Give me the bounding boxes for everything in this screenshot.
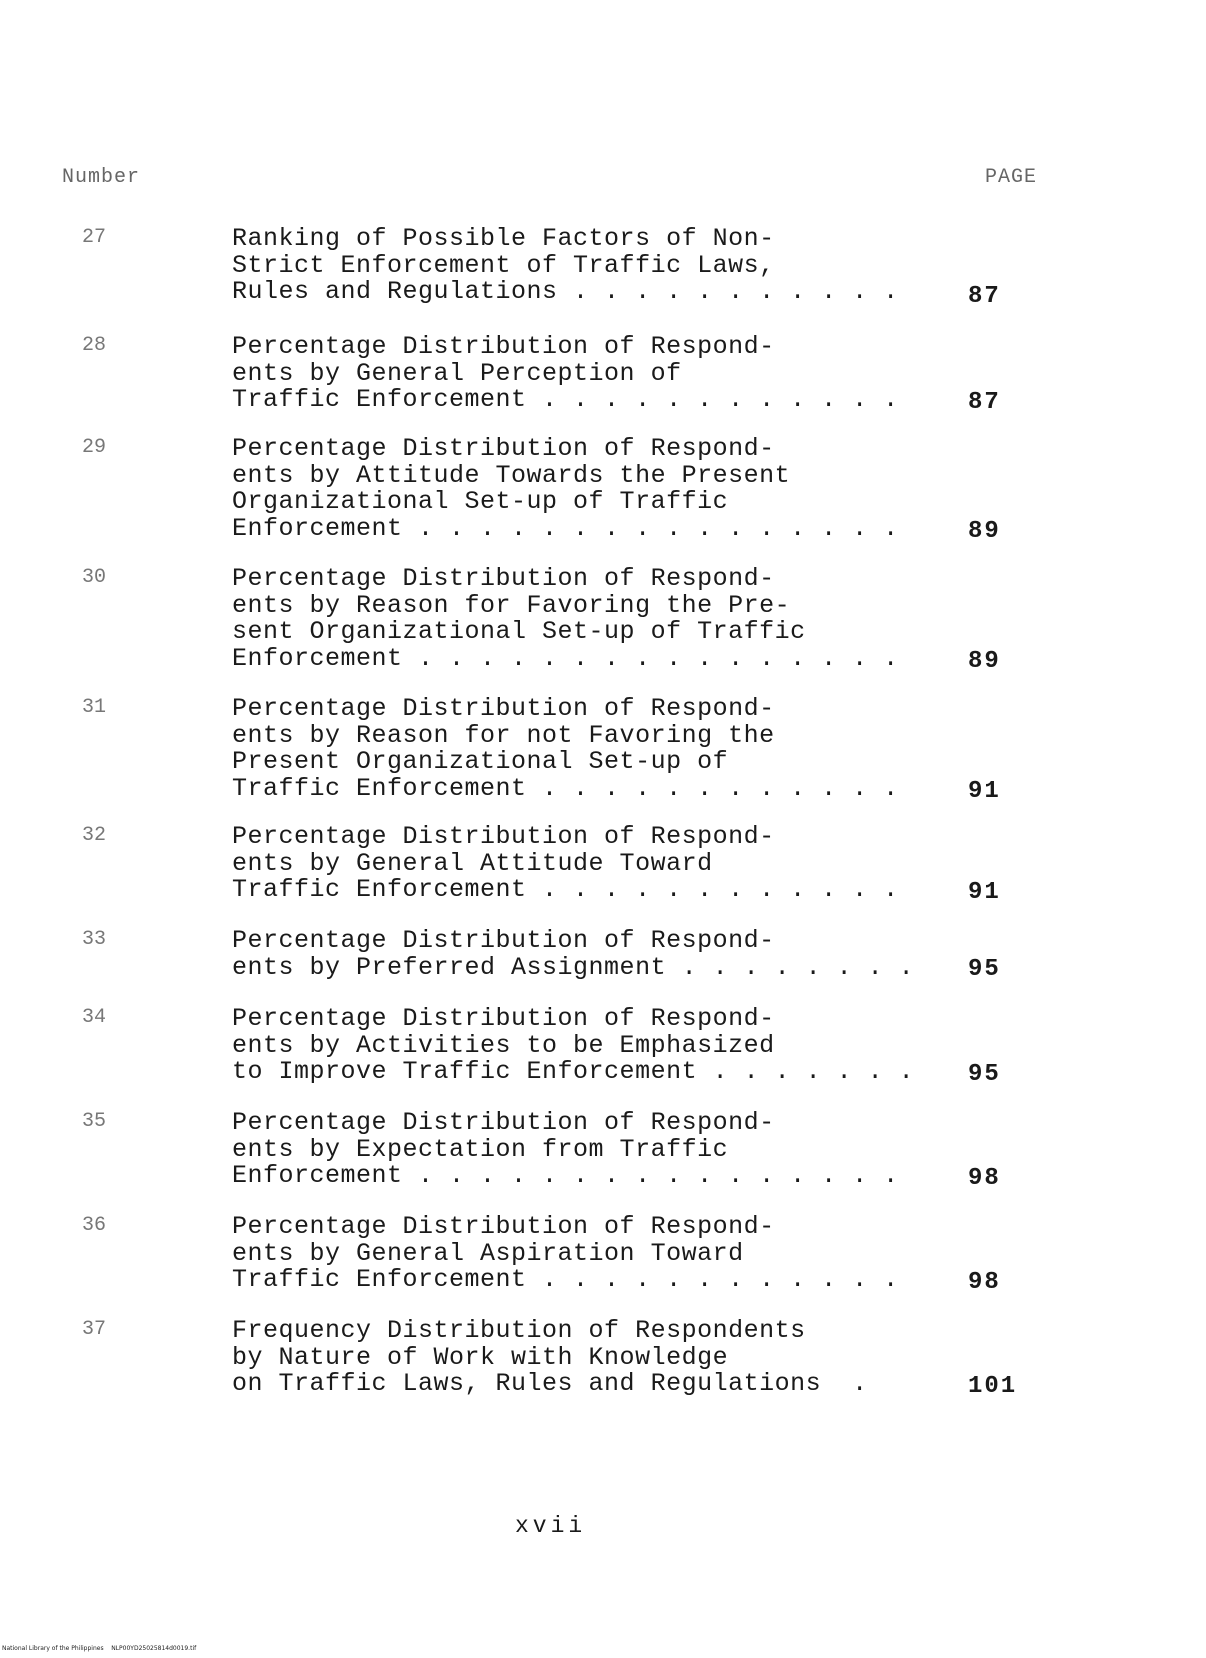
entry-title-line: Present Organizational Set-up of (232, 747, 729, 776)
entry-number: 36 (82, 1214, 107, 1237)
entry-number: 35 (82, 1110, 107, 1133)
entry-title-line: ents by General Perception of (232, 358, 682, 388)
entry-title (232, 226, 952, 306)
entry-number: 31 (82, 696, 107, 719)
entry-number: 34 (82, 1006, 107, 1029)
entry-title-line: Frequency Distribution of Respondents (232, 1316, 806, 1345)
entry-title (232, 334, 952, 414)
entry-title (232, 1214, 952, 1294)
entry-title (232, 566, 952, 672)
entry-title-line: ents by Attitude Towards the Present (232, 460, 791, 490)
entry-title-line: ents by Reason for not Favoring the (232, 720, 775, 750)
entry-page-number: 89 (968, 648, 1001, 675)
entry-title-line: ents by Preferred Assignment . . . . . . . . (232, 952, 915, 982)
entry-page-number: 91 (968, 879, 1001, 906)
entry-title-line: Percentage Distribution of Respond- (232, 434, 775, 463)
entry-title-line: Enforcement . . . . . . . . . . . . . . . . (232, 513, 899, 543)
entry-title-line: Ranking of Possible Factors of Non- (232, 224, 775, 253)
entry-title-line: Enforcement . . . . . . . . . . . . . . . . (232, 1161, 899, 1190)
entry-title (232, 1318, 952, 1398)
entry-title-line: Traffic Enforcement . . . . . . . . . . . . (232, 875, 899, 904)
entry-title (232, 928, 952, 981)
entry-page-number: 98 (968, 1165, 1001, 1192)
entry-page-number: 87 (968, 389, 1001, 416)
scan-imprint: National Library of the Philippines NLP00YD25025814d0019.tif (2, 1645, 197, 1652)
entry-title-line: to Improve Traffic Enforcement . . . . . . . (232, 1057, 915, 1086)
entry-number: 32 (82, 824, 107, 847)
entry-title-line: Percentage Distribution of Respond- (232, 822, 775, 851)
entry-title-line: Percentage Distribution of Respond- (232, 926, 775, 955)
entry-title-line: Percentage Distribution of Respond- (232, 1108, 775, 1137)
entry-title-line: Rules and Regulations . . . . . . . . . . . (232, 277, 899, 306)
entry-number: 37 (82, 1318, 107, 1341)
entry-title-line: Enforcement . . . . . . . . . . . . . . . . (232, 643, 899, 673)
entry-title (232, 1110, 952, 1190)
entry-title-line: Strict Enforcement of Traffic Laws, (232, 250, 775, 280)
entry-title-line: sent Organizational Set-up of Traffic (232, 617, 806, 646)
entry-page-number: 87 (968, 283, 1001, 310)
entry-title-line: by Nature of Work with Knowledge (232, 1342, 729, 1372)
entry-title-line: Percentage Distribution of Respond- (232, 564, 775, 593)
number-column-header: Number (62, 166, 141, 189)
entry-title-line: Organizational Set-up of Traffic (232, 487, 729, 516)
entry-number: 28 (82, 334, 107, 357)
entry-title-line: on Traffic Laws, Rules and Regulations . (232, 1369, 868, 1398)
entry-title (232, 824, 952, 904)
entry-page-number: 89 (968, 518, 1001, 545)
entry-number: 33 (82, 928, 107, 951)
entry-title (232, 696, 952, 802)
entry-page-number: 98 (968, 1269, 1001, 1296)
entry-title (232, 1006, 952, 1086)
entry-number: 29 (82, 436, 107, 459)
entry-page-number: 91 (968, 778, 1001, 805)
entry-title-line: Traffic Enforcement . . . . . . . . . . . . (232, 385, 899, 414)
entry-number: 30 (82, 566, 107, 589)
entry-number: 27 (82, 226, 107, 249)
entry-page-number: 101 (968, 1373, 1018, 1400)
entry-title-line: Percentage Distribution of Respond- (232, 1004, 775, 1033)
entry-title-line: Percentage Distribution of Respond- (232, 332, 775, 361)
entry-title-line: ents by General Aspiration Toward (232, 1238, 744, 1268)
entry-page-number: 95 (968, 1061, 1001, 1088)
entry-title-line: ents by Reason for Favoring the Pre- (232, 590, 791, 620)
entry-title (232, 436, 952, 542)
entry-title-line: Traffic Enforcement . . . . . . . . . . . . (232, 773, 899, 803)
entry-title-line: Traffic Enforcement . . . . . . . . . . . . (232, 1265, 899, 1294)
page-column-header: PAGE (985, 166, 1038, 189)
entry-title-line: Percentage Distribution of Respond- (232, 694, 775, 723)
entry-page-number: 95 (968, 956, 1001, 983)
entry-title-line: ents by Expectation from Traffic (232, 1134, 729, 1164)
entry-title-line: ents by Activities to be Emphasized (232, 1030, 775, 1060)
footer-page-number: xvii (515, 1513, 587, 1539)
entry-title-line: ents by General Attitude Toward (232, 848, 713, 878)
entry-title-line: Percentage Distribution of Respond- (232, 1212, 775, 1241)
